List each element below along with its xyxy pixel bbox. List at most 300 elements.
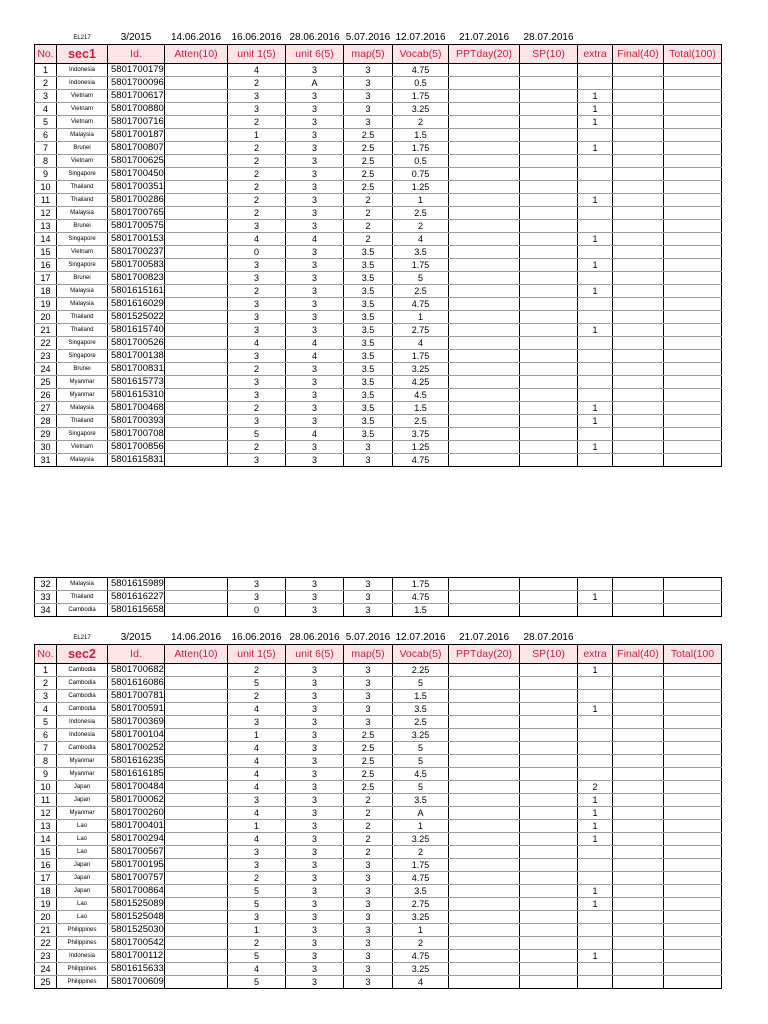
row-number: 3: [35, 690, 57, 703]
cell-vocab: 1: [393, 820, 449, 833]
row-number: 3: [35, 90, 57, 103]
cell-unit1: 3: [228, 578, 286, 591]
cell-sp: [520, 604, 578, 617]
col-header-total: Total(100): [664, 45, 722, 64]
cell-vocab: 5: [393, 677, 449, 690]
row-number: 17: [35, 872, 57, 885]
row-country: Thailand: [57, 591, 108, 604]
cell-total: [664, 454, 722, 467]
cell-pptday: [449, 820, 520, 833]
cell-unit6: 3: [286, 415, 344, 428]
cell-unit6: 3: [286, 703, 344, 716]
cell-total: [664, 963, 722, 976]
cell-vocab: 4.75: [393, 454, 449, 467]
table-row: [35, 233, 722, 246]
table-row: [35, 324, 722, 337]
cell-final: [613, 194, 664, 207]
cell-vocab: 3.5: [393, 246, 449, 259]
table-row: [35, 441, 722, 454]
cell-unit6: 3: [286, 168, 344, 181]
cell-map: 3: [344, 454, 393, 467]
cell-sp: [520, 246, 578, 259]
table-row: [35, 742, 722, 755]
cell-pptday: [449, 454, 520, 467]
cell-unit6: 3: [286, 324, 344, 337]
table-row: [35, 194, 722, 207]
row-country: Vietnam: [57, 103, 108, 116]
cell-unit6: 3: [286, 768, 344, 781]
cell-total: [664, 885, 722, 898]
course-code: EL217: [73, 635, 91, 641]
row-id: 5801700260: [108, 807, 165, 820]
cell-total: [664, 872, 722, 885]
table-row: [35, 207, 722, 220]
row-country: Cambodia: [57, 703, 108, 716]
row-id: 5801700450: [108, 168, 165, 181]
date-label: 12.07.2016: [395, 32, 446, 43]
cell-atten: [165, 976, 228, 989]
row-id: 5801700526: [108, 337, 165, 350]
cell-sp: [520, 859, 578, 872]
cell-map: 3: [344, 937, 393, 950]
row-id: 5801700591: [108, 703, 165, 716]
cell-unit1: 4: [228, 807, 286, 820]
cell-extra: [578, 690, 613, 703]
row-number: 30: [35, 441, 57, 454]
cell-total: [664, 690, 722, 703]
table-row: [35, 402, 722, 415]
cell-extra: [578, 768, 613, 781]
cell-atten: [165, 690, 228, 703]
cell-atten: [165, 311, 228, 324]
cell-atten: [165, 103, 228, 116]
cell-vocab: 1.75: [393, 859, 449, 872]
cell-vocab: 1: [393, 924, 449, 937]
cell-vocab: 2: [393, 846, 449, 859]
cell-atten: [165, 755, 228, 768]
cell-unit1: 2: [228, 116, 286, 129]
cell-sp: [520, 781, 578, 794]
cell-final: [613, 924, 664, 937]
cell-unit1: 4: [228, 833, 286, 846]
row-id: 5801616185: [108, 768, 165, 781]
cell-unit1: 3: [228, 389, 286, 402]
row-id: 5801615740: [108, 324, 165, 337]
cell-extra: [578, 376, 613, 389]
cell-map: 3.5: [344, 285, 393, 298]
row-id: 5801700567: [108, 846, 165, 859]
cell-map: 3.5: [344, 389, 393, 402]
date-line: [35, 32, 722, 45]
cell-total: [664, 768, 722, 781]
row-country: Vietnam: [57, 90, 108, 103]
cell-unit6: 3: [286, 794, 344, 807]
cell-map: 3.5: [344, 246, 393, 259]
cell-total: [664, 716, 722, 729]
cell-map: 3: [344, 911, 393, 924]
cell-map: 3.5: [344, 402, 393, 415]
row-number: 22: [35, 337, 57, 350]
row-number: 20: [35, 911, 57, 924]
col-header-final: Final(40): [613, 645, 664, 664]
cell-vocab: 1.75: [393, 90, 449, 103]
row-country: Brunei: [57, 142, 108, 155]
cell-vocab: 1.75: [393, 578, 449, 591]
cell-unit1: 2: [228, 142, 286, 155]
cell-total: [664, 337, 722, 350]
row-country: Cambodia: [57, 742, 108, 755]
cell-pptday: [449, 768, 520, 781]
table-row: [35, 690, 722, 703]
col-header-sp: SP(10): [520, 645, 578, 664]
row-id: 5801700757: [108, 872, 165, 885]
row-number: 9: [35, 768, 57, 781]
cell-unit1: 4: [228, 64, 286, 77]
row-id: 5801700807: [108, 142, 165, 155]
row-country: Malaysia: [57, 298, 108, 311]
row-country: Vietnam: [57, 116, 108, 129]
cell-unit1: 4: [228, 781, 286, 794]
row-number: 21: [35, 924, 57, 937]
row-number: 17: [35, 272, 57, 285]
cell-map: 3: [344, 898, 393, 911]
row-id: 5801700831: [108, 363, 165, 376]
cell-pptday: [449, 716, 520, 729]
cell-atten: [165, 859, 228, 872]
cell-unit1: 2: [228, 937, 286, 950]
table-row: [35, 285, 722, 298]
cell-vocab: 1.5: [393, 402, 449, 415]
cell-vocab: 4.75: [393, 872, 449, 885]
cell-extra: 1: [578, 90, 613, 103]
cell-unit1: 5: [228, 677, 286, 690]
cell-total: [664, 168, 722, 181]
cell-unit6: 3: [286, 604, 344, 617]
row-country: Brunei: [57, 220, 108, 233]
row-number: 29: [35, 428, 57, 441]
row-id: 5801700237: [108, 246, 165, 259]
cell-atten: [165, 129, 228, 142]
row-country: Myanmar: [57, 768, 108, 781]
cell-atten: [165, 389, 228, 402]
cell-vocab: 2.75: [393, 324, 449, 337]
cell-sp: [520, 976, 578, 989]
table-row: [35, 363, 722, 376]
cell-atten: [165, 441, 228, 454]
cell-atten: [165, 259, 228, 272]
cell-unit6: 4: [286, 337, 344, 350]
row-id: 5801525030: [108, 924, 165, 937]
cell-map: 2: [344, 794, 393, 807]
cell-unit1: 3: [228, 103, 286, 116]
row-number: 22: [35, 937, 57, 950]
cell-sp: [520, 591, 578, 604]
cell-unit6: 3: [286, 833, 344, 846]
row-id: 5801700575: [108, 220, 165, 233]
cell-map: 2: [344, 820, 393, 833]
cell-final: [613, 454, 664, 467]
cell-atten: [165, 350, 228, 363]
cell-map: 2.5: [344, 142, 393, 155]
cell-unit1: 3: [228, 415, 286, 428]
row-number: 1: [35, 664, 57, 677]
cell-unit6: 3: [286, 872, 344, 885]
cell-pptday: [449, 363, 520, 376]
cell-unit1: 4: [228, 233, 286, 246]
cell-pptday: [449, 604, 520, 617]
row-id: 5801525089: [108, 898, 165, 911]
cell-sp: [520, 415, 578, 428]
cell-total: [664, 742, 722, 755]
cell-atten: [165, 285, 228, 298]
cell-extra: 1: [578, 950, 613, 963]
cell-vocab: 1.75: [393, 350, 449, 363]
cell-unit1: 4: [228, 337, 286, 350]
cell-unit1: 0: [228, 246, 286, 259]
cell-map: 2.5: [344, 768, 393, 781]
row-id: 5801615831: [108, 454, 165, 467]
cell-vocab: 1: [393, 311, 449, 324]
row-id: 5801700823: [108, 272, 165, 285]
date-label: 21.07.2016: [458, 32, 510, 43]
row-number: 6: [35, 129, 57, 142]
cell-unit6: 3: [286, 591, 344, 604]
cell-final: [613, 976, 664, 989]
table-row: [35, 703, 722, 716]
cell-atten: [165, 207, 228, 220]
cell-map: 2.5: [344, 129, 393, 142]
cell-pptday: [449, 937, 520, 950]
cell-final: [613, 428, 664, 441]
cell-pptday: [449, 677, 520, 690]
cell-final: [613, 324, 664, 337]
cell-vocab: 4: [393, 233, 449, 246]
row-number: 15: [35, 246, 57, 259]
cell-unit6: 3: [286, 729, 344, 742]
cell-final: [613, 337, 664, 350]
date-label: 16.06.2016: [231, 32, 282, 43]
col-header-pptday: PPTday(20): [449, 645, 520, 664]
cell-pptday: [449, 963, 520, 976]
cell-unit6: 3: [286, 716, 344, 729]
cell-vocab: 5: [393, 272, 449, 285]
cell-unit1: 2: [228, 155, 286, 168]
cell-unit1: 2: [228, 402, 286, 415]
table-row: [35, 820, 722, 833]
cell-unit6: 3: [286, 207, 344, 220]
date-label: 14.06.2016: [170, 32, 222, 43]
cell-atten: [165, 168, 228, 181]
cell-vocab: 2.25: [393, 664, 449, 677]
table-row: [35, 90, 722, 103]
cell-atten: [165, 578, 228, 591]
cell-atten: [165, 807, 228, 820]
cell-unit6: 3: [286, 937, 344, 950]
row-id: 5801700716: [108, 116, 165, 129]
cell-atten: [165, 937, 228, 950]
cell-unit6: 3: [286, 441, 344, 454]
cell-sp: [520, 233, 578, 246]
cell-unit6: 3: [286, 389, 344, 402]
cell-map: 3.5: [344, 298, 393, 311]
col-header-extra: extra: [578, 645, 613, 664]
row-country: Japan: [57, 859, 108, 872]
cell-vocab: 1: [393, 194, 449, 207]
date-label: 28.07.2016: [523, 32, 574, 43]
cell-unit1: 1: [228, 129, 286, 142]
cell-vocab: 3.25: [393, 729, 449, 742]
cell-sp: [520, 129, 578, 142]
cell-unit6: 3: [286, 376, 344, 389]
cell-total: [664, 755, 722, 768]
cell-total: [664, 181, 722, 194]
cell-extra: [578, 64, 613, 77]
row-id: 5801615989: [108, 578, 165, 591]
cell-extra: [578, 311, 613, 324]
table-row: [35, 220, 722, 233]
cell-map: 2: [344, 807, 393, 820]
cell-final: [613, 298, 664, 311]
cell-map: 3.5: [344, 363, 393, 376]
cell-sp: [520, 402, 578, 415]
cell-map: 2.5: [344, 168, 393, 181]
row-country: Thailand: [57, 194, 108, 207]
cell-unit6: 3: [286, 846, 344, 859]
cell-extra: [578, 428, 613, 441]
cell-unit1: 3: [228, 220, 286, 233]
cell-pptday: [449, 311, 520, 324]
cell-pptday: [449, 207, 520, 220]
cell-final: [613, 181, 664, 194]
row-country: Malaysia: [57, 285, 108, 298]
row-country: Indonesia: [57, 77, 108, 90]
row-number: 28: [35, 415, 57, 428]
cell-unit6: 4: [286, 350, 344, 363]
cell-unit1: 2: [228, 77, 286, 90]
cell-unit1: 2: [228, 207, 286, 220]
cell-final: [613, 911, 664, 924]
row-country: Myanmar: [57, 807, 108, 820]
col-header-pptday: PPTday(20): [449, 45, 520, 64]
cell-unit1: 2: [228, 872, 286, 885]
row-number: 4: [35, 103, 57, 116]
cell-unit1: 2: [228, 168, 286, 181]
cell-unit6: 4: [286, 428, 344, 441]
cell-pptday: [449, 142, 520, 155]
cell-extra: [578, 168, 613, 181]
row-number: 25: [35, 976, 57, 989]
cell-pptday: [449, 664, 520, 677]
table-row: [35, 591, 722, 604]
cell-final: [613, 207, 664, 220]
row-country: Philippines: [57, 924, 108, 937]
cell-unit6: 3: [286, 859, 344, 872]
cell-final: [613, 604, 664, 617]
cell-total: [664, 428, 722, 441]
cell-atten: [165, 155, 228, 168]
row-number: 24: [35, 363, 57, 376]
row-id: 5801700138: [108, 350, 165, 363]
cell-extra: [578, 604, 613, 617]
row-id: 5801700351: [108, 181, 165, 194]
cell-pptday: [449, 872, 520, 885]
cell-unit1: 3: [228, 454, 286, 467]
table-row: [35, 716, 722, 729]
cell-final: [613, 729, 664, 742]
cell-unit6: 3: [286, 272, 344, 285]
row-country: Brunei: [57, 363, 108, 376]
row-country: Indonesia: [57, 950, 108, 963]
cell-total: [664, 591, 722, 604]
row-id: 5801525048: [108, 911, 165, 924]
cell-unit1: 3: [228, 911, 286, 924]
table-row: [35, 246, 722, 259]
cell-extra: [578, 129, 613, 142]
term-label: 3/2015: [120, 32, 152, 43]
cell-vocab: 1.25: [393, 441, 449, 454]
cell-sp: [520, 963, 578, 976]
col-header-no: No.: [35, 45, 57, 64]
row-number: 34: [35, 604, 57, 617]
cell-unit6: 3: [286, 677, 344, 690]
cell-vocab: 2.5: [393, 415, 449, 428]
date-label: 28.06.2016: [289, 32, 340, 43]
cell-final: [613, 64, 664, 77]
cell-unit6: 3: [286, 129, 344, 142]
row-number: 19: [35, 298, 57, 311]
term-label: 3/2015: [120, 632, 152, 643]
cell-vocab: 0.75: [393, 168, 449, 181]
cell-extra: [578, 363, 613, 376]
date-line: [35, 632, 722, 645]
cell-atten: [165, 298, 228, 311]
cell-vocab: 3.25: [393, 363, 449, 376]
cell-pptday: [449, 441, 520, 454]
cell-vocab: 2.5: [393, 207, 449, 220]
table-row: [35, 298, 722, 311]
cell-atten: [165, 898, 228, 911]
cell-extra: [578, 716, 613, 729]
cell-sp: [520, 768, 578, 781]
cell-final: [613, 155, 664, 168]
row-id: 5801700104: [108, 729, 165, 742]
cell-total: [664, 363, 722, 376]
cell-sp: [520, 77, 578, 90]
cell-map: 3: [344, 441, 393, 454]
cell-pptday: [449, 376, 520, 389]
row-id: 5801700468: [108, 402, 165, 415]
cell-vocab: 2.75: [393, 898, 449, 911]
cell-unit1: 5: [228, 898, 286, 911]
row-id: 5801700625: [108, 155, 165, 168]
row-id: 5801700294: [108, 833, 165, 846]
cell-atten: [165, 963, 228, 976]
row-number: 21: [35, 324, 57, 337]
cell-pptday: [449, 259, 520, 272]
cell-unit1: 4: [228, 768, 286, 781]
table-row: [35, 428, 722, 441]
cell-unit1: 3: [228, 591, 286, 604]
table-row: [35, 937, 722, 950]
table-row: [35, 755, 722, 768]
cell-pptday: [449, 794, 520, 807]
section-label: sec2: [57, 645, 108, 664]
cell-sp: [520, 454, 578, 467]
cell-map: 3: [344, 976, 393, 989]
cell-map: 3: [344, 859, 393, 872]
cell-unit1: 2: [228, 664, 286, 677]
row-country: Myanmar: [57, 376, 108, 389]
